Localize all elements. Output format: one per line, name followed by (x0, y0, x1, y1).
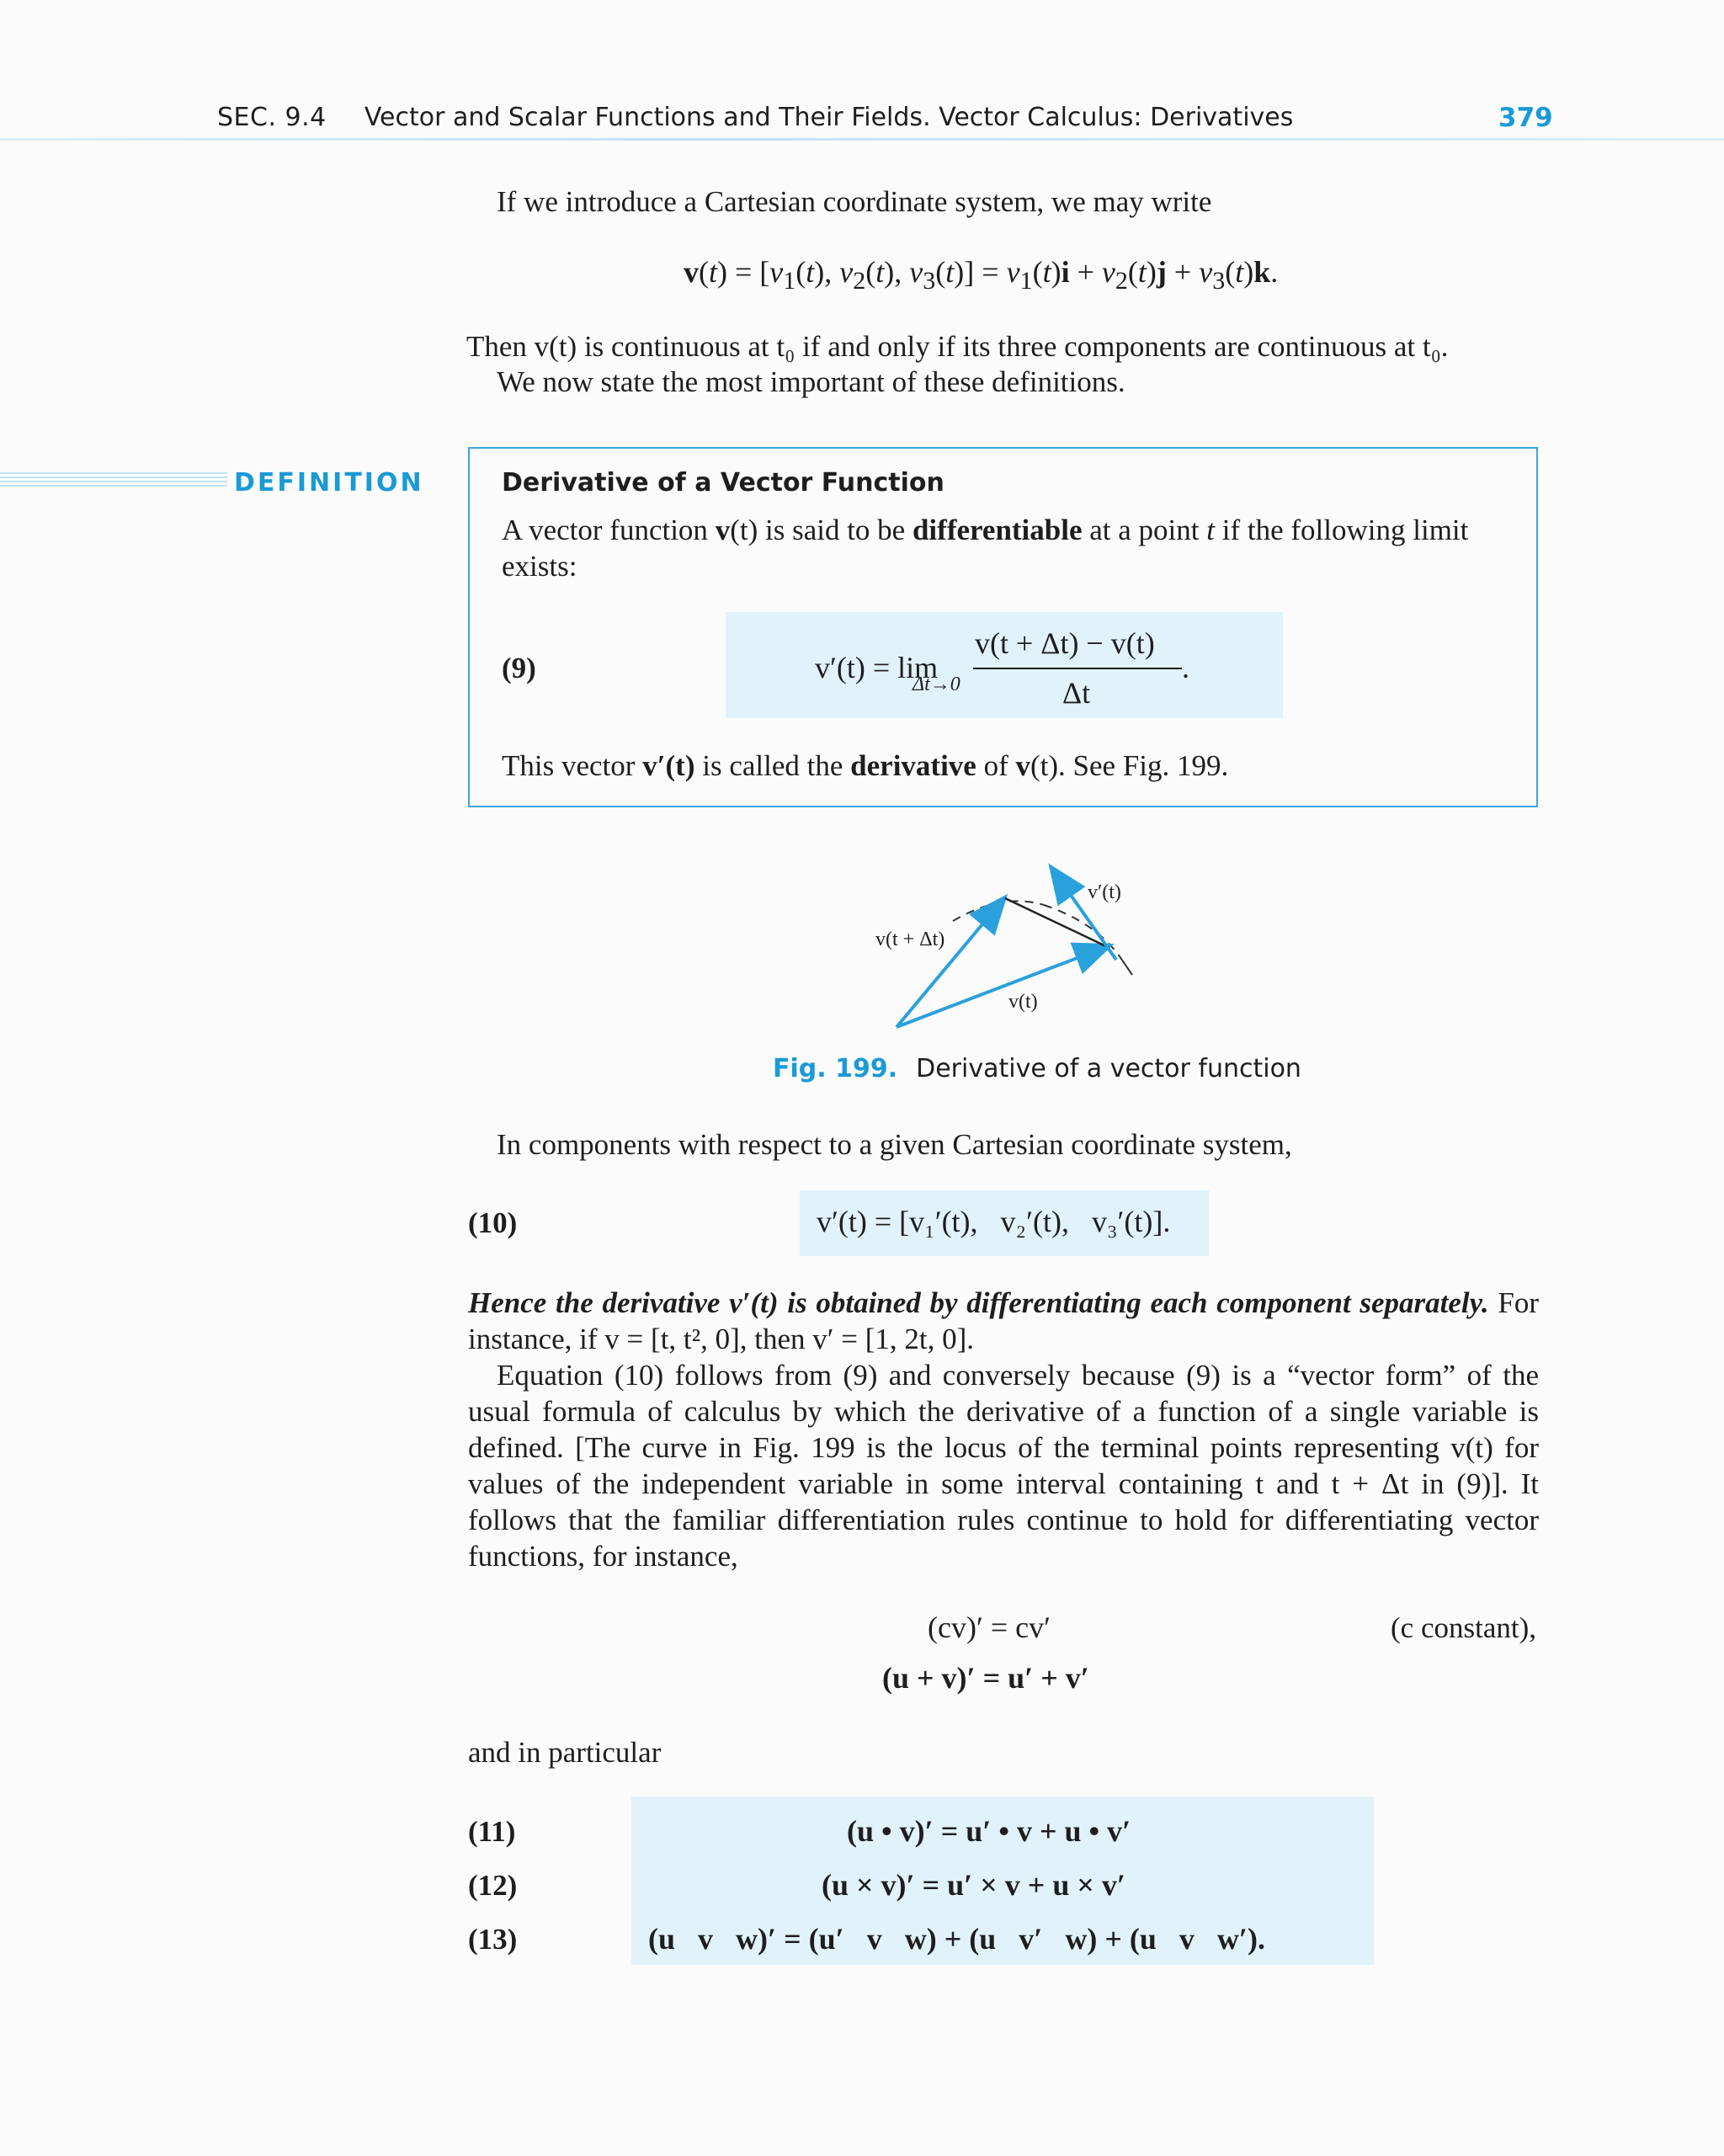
figure-caption (773, 1054, 1301, 1083)
label-v-prime: v′(t) (1088, 881, 1121, 903)
running-header (217, 103, 1293, 132)
figure-caption-text: Derivative of a vector function (916, 1054, 1301, 1083)
hence-bold-text: Hence the derivative v′(t) is obtained by differentiating each component separately. (468, 1286, 1489, 1319)
equation-number-9: (9) (502, 652, 536, 684)
equation-13: (u v w)′ = (u′ v w) + (u v′ w) + (u v w′). (648, 1922, 1266, 1956)
equation-number-13: (13) (468, 1923, 518, 1956)
fraction-numerator: v(t + Δt) − v(t) (975, 626, 1155, 660)
equation-number-10: (10) (468, 1206, 518, 1239)
page-number: 379 (1498, 103, 1553, 133)
rule-scalar-multiple: (cv)′ = cv′ (928, 1610, 1051, 1644)
equation-number-12: (12) (468, 1869, 518, 1902)
header-rule (0, 138, 1724, 141)
rule-sum: (u + v)′ = u′ + v′ (882, 1661, 1089, 1695)
fraction-denominator: Δt (1062, 676, 1091, 710)
figure-number: Fig. 199. (773, 1054, 898, 1083)
label-v-t: v(t) (1008, 991, 1038, 1013)
instance-text: instance, if v = [t, t², 0], then v′ = [1, 2t, 0]. (468, 1323, 974, 1355)
difference-segment (1005, 898, 1109, 948)
lim-subscript: Δt→0 (913, 673, 960, 695)
equation-9-period: . (1182, 651, 1189, 684)
equation-11: (u • v)′ = u′ • v + u • v′ (847, 1814, 1131, 1848)
equation-10: v′(t) = [v₁′(t), v₂′(t), v₃′(t)]. (817, 1205, 1171, 1238)
definition-title: Derivative of a Vector Function (502, 468, 944, 498)
components-intro: In components with respect to a given Cartesian coordinate system, (497, 1128, 1292, 1161)
section-title: Vector and Scalar Functions and Their Fields. Vector Calculus: Derivatives (364, 103, 1294, 132)
fraction-bar (973, 668, 1182, 669)
intro-line: If we introduce a Cartesian coordinate system, we may write (497, 185, 1212, 218)
rule-note: (c constant), (1391, 1611, 1536, 1644)
definition-rule-lines (0, 472, 227, 491)
cartesian-equation: $v(t) = [v_1(t)$, $v_2(t)$, $v_3(t)] = v_1(t)i + v_2(t)j + v_3(t)k$. (684, 255, 1279, 295)
derivative-definition-text: This vector v′(t) is called the derivative of v(t). See Fig. 199. (502, 749, 1229, 782)
equation-paragraph: Equation (10) follows from (9) and conversely because (9) is a “vector form” of the usual formula of calculus by which the derivative of a function of a single variable is defined. [The curve in Fig. 199 is the locus of the terminal points representing v(t) for values of the independent variable in some interval containing t and t + Δt in (9)]. It follows that the familiar differentiation rules continue to hold for differentiating vector functions, for instance, (468, 1359, 1539, 1573)
equation-12: (u × v)′ = u′ × v + u × v′ (822, 1868, 1125, 1902)
state-text: We now state the most important of these definitions. (497, 365, 1125, 398)
section-number: SEC. 9.4 (217, 103, 327, 132)
label-v-t-plus-dt: v(t + Δt) (875, 929, 945, 950)
hence-paragraph: Hence the derivative v′(t) is obtained by differentiating each component separately. For instance, if v = [t, t², 0], then v′ = [1, 2t, 0]. (468, 1286, 1539, 1355)
continuity-text: Then v(t) is continuous at t₀ if and only if its three components are continuous at t₀. (466, 330, 1449, 363)
definition-label: DEFINITION (234, 468, 424, 498)
in-particular-text: and in particular (468, 1736, 662, 1769)
equation-number-11: (11) (468, 1815, 516, 1848)
curve-tail (1120, 956, 1132, 975)
definition-text: A vector function v(t) is said to be differentiable at a point t if the following limit exists: (502, 514, 1469, 583)
equation-9-lhs: v′(t) = lim (815, 651, 939, 684)
